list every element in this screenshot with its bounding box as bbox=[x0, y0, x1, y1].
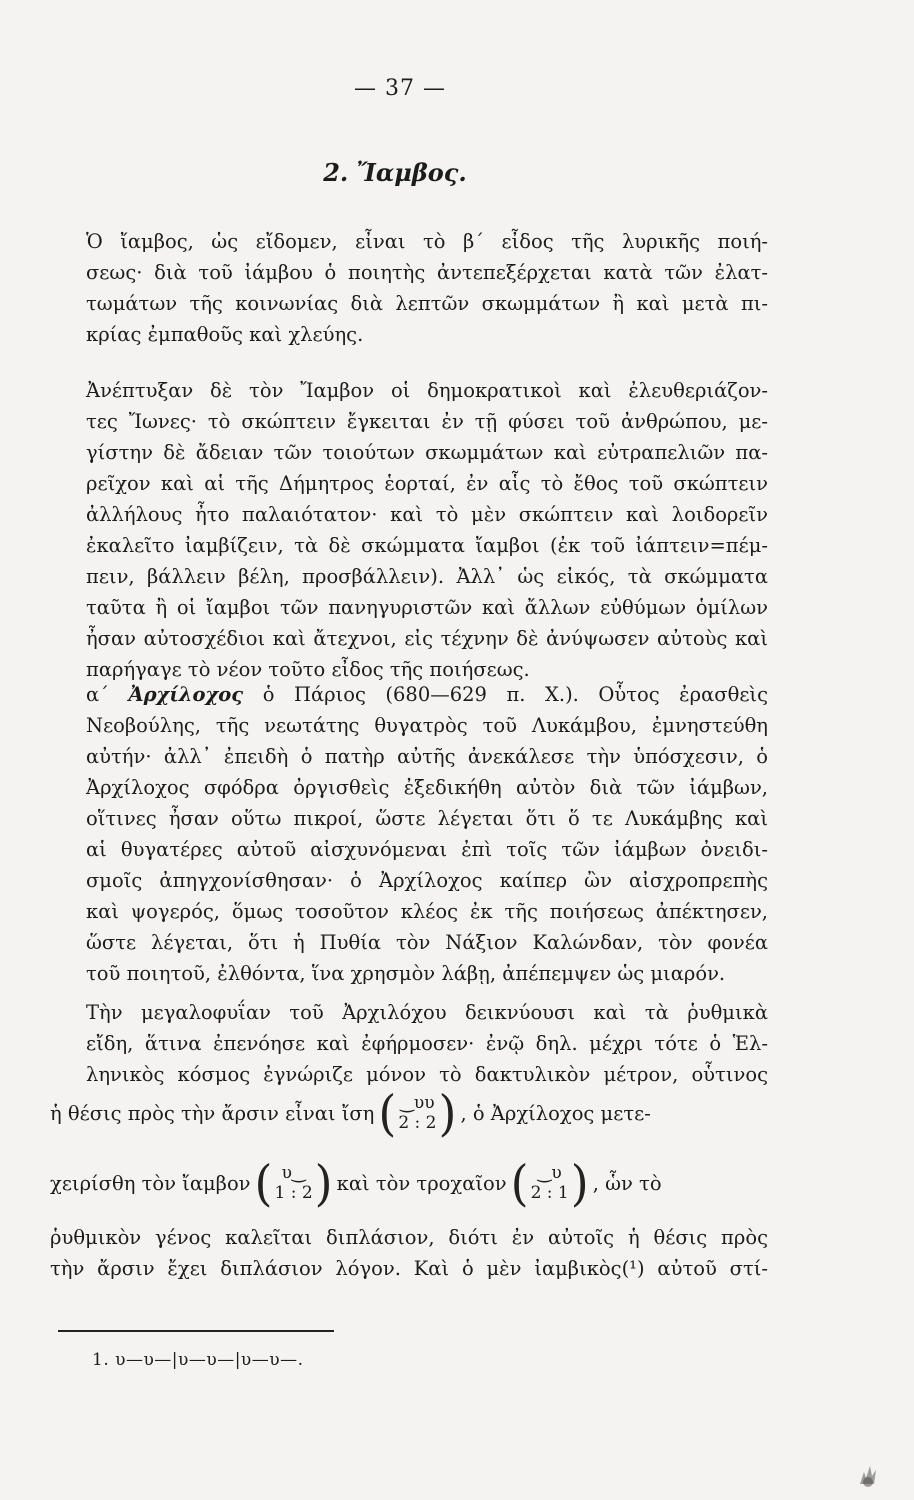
text-line: τὴν ἄρσιν ἔχει διπλάσιον λόγον. Καὶ ὁ μὲν ἰαμβικὸς(¹) αὐτοῦ στί- bbox=[50, 1257, 768, 1280]
text-line: ρεῖχον καὶ αἱ τῆς Δήμητρος ἑορταί, ἐν αἷς τὸ ἔθος τοῦ σκώπτειν bbox=[86, 472, 768, 495]
fraction bbox=[398, 1093, 436, 1133]
text-line: εἴδη, ἅτινα ἐπενόησε καὶ ἐφήρμοσεν· ἐνῷ δηλ. μέχρι τότε ὁ Ἑλ- bbox=[86, 1032, 768, 1055]
meter-fraction bbox=[378, 1084, 457, 1142]
text-line: ἀλλήλους ἦτο παλαιότατον· καὶ τὸ μὲν σκώπτειν καὶ λοιδορεῖν bbox=[86, 503, 768, 526]
text-line: καὶ ψογερός, ὅμως τοσοῦτον κλέος ἐκ τῆς ποιήσεως ἀπέκτησεν, bbox=[86, 900, 768, 923]
text-fragment: καὶ τὸν τροχαῖον bbox=[336, 1171, 507, 1195]
text-line: παρήγαγε τὸ νέον τοῦτο εἶδος τῆς ποιήσεως. bbox=[86, 658, 530, 681]
fraction-top: υ‿ bbox=[281, 1163, 306, 1183]
right-paren-icon: ) bbox=[438, 1084, 457, 1142]
poet-name: Ἀρχίλοχος bbox=[128, 683, 244, 706]
right-paren-icon: ) bbox=[314, 1154, 333, 1212]
text-line: πειν, βάλλειν βέλη, προσβάλλειν). Ἀλλ᾽ ὡς εἰκός, τὰ σκώμματα bbox=[86, 565, 768, 588]
text-fragment: , ὁ Ἀρχίλοχος μετε- bbox=[460, 1101, 651, 1125]
left-paren-icon: ( bbox=[254, 1154, 273, 1212]
right-paren-icon: ) bbox=[570, 1154, 589, 1212]
paragraph-rhythms bbox=[50, 997, 768, 1090]
ink-speck-icon bbox=[846, 1454, 886, 1490]
text-line: Ἀνέπτυξαν δὲ τὸν Ἴαμβον οἱ δημοκρατικοὶ καὶ ἐλευθεριάζον- bbox=[86, 379, 768, 402]
fraction-top: ‿υυ bbox=[400, 1093, 435, 1113]
fraction-top: ‿υ bbox=[537, 1163, 562, 1183]
left-paren-icon: ( bbox=[378, 1084, 397, 1142]
paragraph-archilochus bbox=[50, 679, 768, 989]
meter-fraction bbox=[510, 1154, 589, 1212]
fraction bbox=[275, 1163, 313, 1203]
text-line: οἵτινες ἦσαν οὕτω πικροί, ὥστε λέγεται ὅτι ὅ τε Λυκάμβης καὶ bbox=[86, 807, 768, 830]
text-line: Ἀρχίλοχος σφόδρα ὀργισθεὶς ἐξεδικήθη αὐτὸν διὰ τῶν ἰάμβων, bbox=[86, 776, 768, 799]
fraction-bottom: 2 : 2 bbox=[398, 1113, 437, 1133]
text-line: Ὁ ἴαμβος, ὡς εἴδομεν, εἶναι τὸ β΄ εἶδος τῆς λυρικῆς ποιή- bbox=[86, 230, 768, 253]
footnote-rule bbox=[58, 1330, 334, 1332]
text-line: ὥστε λέγεται, ὅτι ἡ Πυθία τὸν Νάξιον Καλώνδαν, τὸν φονέα bbox=[86, 931, 768, 954]
formula-line-iamb-trochee bbox=[50, 1154, 768, 1212]
text-line: αὐτήν· ἀλλ᾽ ἐπειδὴ ὁ πατὴρ αὐτῆς ἀνεκάλεσε τὴν ὑπόσχεσιν, ὁ bbox=[86, 745, 768, 768]
text-line: ληνικὸς κόσμος ἐγνώριζε μόνον τὸ δακτυλικὸν μέτρον, οὗτινος bbox=[86, 1063, 768, 1086]
text-line: ῥυθμικὸν γένος καλεῖται διπλάσιον, διότι ἐν αὐτοῖς ἡ θέσις πρὸς bbox=[50, 1226, 768, 1249]
text-line: τωμάτων τῆς κοινωνίας διὰ λεπτῶν σκωμμάτων ἢ καὶ μετὰ πι- bbox=[86, 292, 768, 315]
left-paren-icon: ( bbox=[510, 1154, 529, 1212]
fraction-bottom: 1 : 2 bbox=[274, 1183, 313, 1203]
text-fragment: ἡ θέσις πρὸς τὴν ἄρσιν εἶναι ἴση bbox=[50, 1101, 375, 1125]
item-label: α΄ bbox=[86, 683, 109, 706]
text-fragment: ὁ Πάριος (680—629 π. Χ.). Οὗτος ἐρασθεὶς bbox=[262, 683, 768, 706]
paragraph-ionians bbox=[50, 375, 768, 685]
text-fragment: , ὧν τὸ bbox=[592, 1171, 662, 1195]
text-line: τες Ἴωνες· τὸ σκώπτειν ἔγκειται ἐν τῇ φύσει τοῦ ἀνθρώπου, με- bbox=[86, 410, 768, 433]
text-line: Τὴν μεγαλοφυΐαν τοῦ Ἀρχιλόχου δεικνύουσι καὶ τὰ ῥυθμικὰ bbox=[86, 1001, 768, 1024]
page-number: — 37 — bbox=[354, 76, 446, 101]
formula-line-dactyl bbox=[50, 1084, 768, 1142]
paragraph-intro bbox=[50, 226, 768, 350]
text-line: ἐκαλεῖτο ἰαμβίζειν, τὰ δὲ σκώμματα ἴαμβοι (ἐκ τοῦ ἰάπτειν=πέμ- bbox=[86, 534, 768, 557]
text-line: γίστην δὲ ἄδειαν τῶν τοιούτων σκωμμάτων καὶ εὐτραπελιῶν πα- bbox=[86, 441, 768, 464]
meter-fraction bbox=[254, 1154, 333, 1212]
fraction bbox=[531, 1163, 569, 1203]
text-line: σεως· διὰ τοῦ ἰάμβου ὁ ποιητὴς ἀντεπεξέρχεται κατὰ τῶν ἐλατ- bbox=[86, 261, 768, 284]
paragraph-diplasion bbox=[50, 1222, 768, 1284]
text-line: ἦσαν αὐτοσχέδιοι καὶ ἄτεχνοι, εἰς τέχνην δὲ ἀνύψωσεν αὐτοὺς καὶ bbox=[86, 627, 768, 650]
text-line: ταῦτα ἢ οἱ ἴαμβοι τῶν πανηγυριστῶν καὶ ἄλλων εὐθύμων ὁμίλων bbox=[86, 596, 768, 619]
text-line: Νεοβούλης, τῆς νεωτάτης θυγατρὸς τοῦ Λυκάμβου, ἐμνηστεύθη bbox=[86, 714, 768, 737]
text-line: τοῦ ποιητοῦ, ἐλθόντα, ἵνα χρησμὸν λάβῃ, ἀπέπεμψεν ὡς μιαρόν. bbox=[86, 962, 726, 985]
text-fragment: χειρίσθη τὸν ἴαμβον bbox=[50, 1171, 251, 1195]
text-line: σμοῖς ἀπηγχονίσθησαν· ὁ Ἀρχίλοχος καίπερ ὢν αἰσχροπρεπὴς bbox=[86, 869, 768, 892]
footnote: 1. υ—υ—|υ—υ—|υ—υ—. bbox=[92, 1350, 304, 1370]
text-line: αἱ θυγατέρες αὐτοῦ αἰσχυνόμεναι ἐπὶ τοῖς τῶν ἰάμβων ὀνειδι- bbox=[86, 838, 768, 861]
text-line bbox=[50, 679, 768, 710]
fraction-bottom: 2 : 1 bbox=[530, 1183, 569, 1203]
text-line: κρίας ἐμπαθοῦς καὶ χλεύης. bbox=[86, 323, 364, 346]
section-title: 2. Ἴαμβος. bbox=[323, 158, 467, 187]
